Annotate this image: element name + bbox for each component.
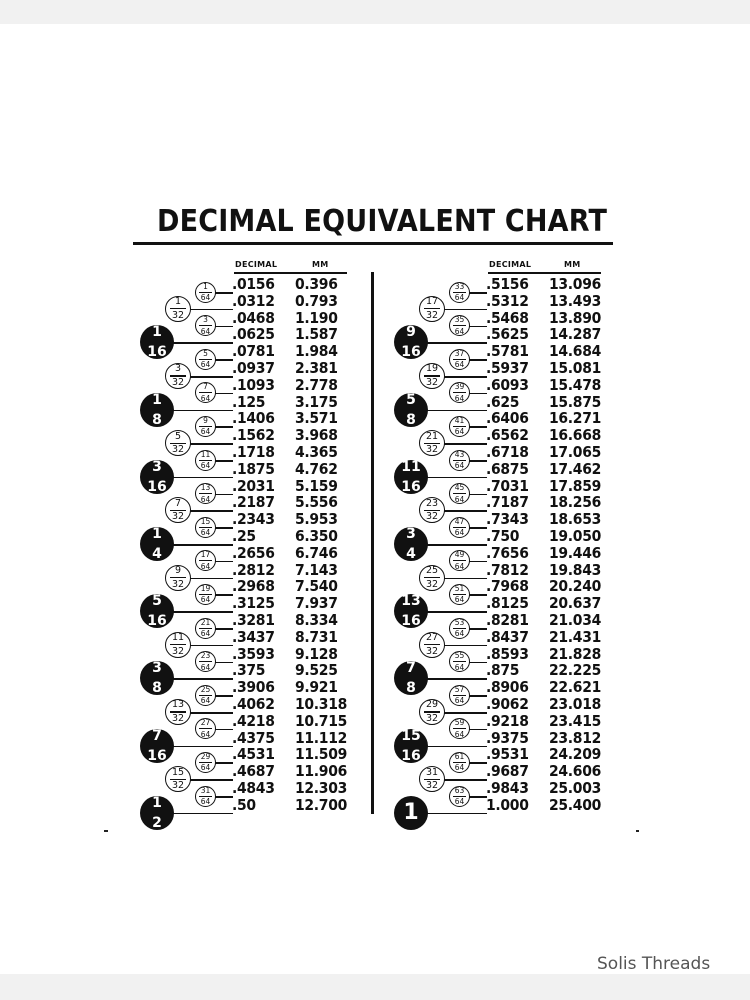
mm-value: 12.303 xyxy=(295,779,348,797)
decimal-value: .2968 xyxy=(232,577,275,596)
fraction-numerator: 3 xyxy=(152,458,162,475)
fraction-denominator: 32 xyxy=(425,511,439,523)
decimal-value: .125 xyxy=(232,392,266,411)
fraction-numerator: 3 xyxy=(406,526,416,542)
fraction-bar xyxy=(399,745,423,747)
decimal-value: .9531 xyxy=(486,745,529,764)
table-row xyxy=(137,794,377,831)
decimal-value: .4843 xyxy=(232,779,275,797)
fraction-numerator: 7 xyxy=(174,497,182,509)
fraction-denominator: 2 xyxy=(152,814,162,831)
decimal-value: .3437 xyxy=(232,627,275,646)
fraction-numerator: 29 xyxy=(425,699,439,711)
fraction-numerator: 61 xyxy=(454,751,465,761)
fraction-denominator: 64 xyxy=(454,561,465,571)
fraction-denominator: 8 xyxy=(406,411,416,428)
decimal-value: .0625 xyxy=(232,325,275,344)
mm-value: 21.431 xyxy=(549,627,602,646)
decimal-value: .5625 xyxy=(486,325,529,344)
fraction-bar xyxy=(424,577,441,578)
fraction-denominator: 64 xyxy=(200,662,211,672)
fraction-denominator: 64 xyxy=(454,326,465,336)
fraction-denominator: 32 xyxy=(425,578,439,590)
fraction-numerator: 9 xyxy=(203,415,208,425)
decimal-value: .2187 xyxy=(232,493,275,512)
fraction-denominator: 64 xyxy=(200,696,211,706)
decimal-value: .2343 xyxy=(232,510,275,529)
decimal-value: .3593 xyxy=(232,644,275,663)
fraction-denominator: 32 xyxy=(425,645,439,657)
mm-value: 18.256 xyxy=(549,493,602,512)
mm-value: 14.684 xyxy=(549,342,602,361)
fraction-denominator: 4 xyxy=(406,546,416,562)
fraction-bar xyxy=(145,812,169,814)
fraction-denominator: 64 xyxy=(454,360,465,370)
mm-value: 5.556 xyxy=(295,493,338,512)
fraction-denominator: 64 xyxy=(454,729,465,739)
mm-value: 15.081 xyxy=(549,359,602,377)
fraction-denominator: 32 xyxy=(171,309,185,321)
fraction-numerator: 25 xyxy=(425,565,439,576)
decimal-value: .1875 xyxy=(232,459,275,478)
mm-value: 2.381 xyxy=(295,359,338,377)
brand-watermark: Solis Threads xyxy=(597,954,711,974)
fraction-numerator: 7 xyxy=(406,660,416,677)
fraction-numerator: 5 xyxy=(406,391,416,408)
decimal-value: .8281 xyxy=(486,611,529,629)
decimal-value: .875 xyxy=(486,661,520,680)
mm-value: 13.493 xyxy=(549,291,602,310)
fraction-denominator: 64 xyxy=(200,763,211,773)
mm-value: 6.746 xyxy=(295,543,338,562)
mm-value: 7.540 xyxy=(295,577,338,596)
mm-value: 16.271 xyxy=(549,409,602,428)
mm-value: 21.828 xyxy=(549,644,602,663)
decimal-value: .9062 xyxy=(486,695,529,713)
mm-value: 17.065 xyxy=(549,443,602,461)
mm-value: 17.462 xyxy=(549,459,602,478)
fraction-denominator: 8 xyxy=(406,680,416,697)
fraction-denominator: 16 xyxy=(147,613,167,630)
fraction-denominator: 32 xyxy=(171,645,185,657)
mm-value: 2.778 xyxy=(295,375,338,394)
decimal-value: .9687 xyxy=(486,762,529,781)
fraction-denominator: 32 xyxy=(171,780,185,792)
mm-value: 22.225 xyxy=(549,661,602,680)
decimal-value: .9843 xyxy=(486,779,529,797)
fraction-numerator: 25 xyxy=(200,684,211,694)
fraction-badge xyxy=(140,796,174,830)
decimal-value: .4375 xyxy=(232,728,275,747)
fraction-bar xyxy=(453,325,466,326)
mm-value: 25.003 xyxy=(549,779,602,797)
decimal-header: DECIMAL xyxy=(489,260,532,269)
fraction-numerator: 49 xyxy=(454,550,465,560)
fraction-bar xyxy=(399,610,423,612)
decimal-value: .8437 xyxy=(486,627,529,646)
mm-value: 11.906 xyxy=(295,762,348,781)
leader-line xyxy=(426,813,487,815)
decimal-value: .1718 xyxy=(232,443,275,461)
fraction-denominator: 64 xyxy=(200,561,211,571)
decimal-value: .625 xyxy=(486,392,520,411)
fraction-bar xyxy=(399,543,423,545)
mm-value: 11.112 xyxy=(295,728,348,747)
print-mark xyxy=(636,830,639,832)
fraction-bar xyxy=(145,476,169,478)
decimal-value: .2031 xyxy=(232,476,275,495)
mm-header: MM xyxy=(312,260,329,269)
fraction-numerator: 5 xyxy=(203,348,208,358)
decimal-value: .750 xyxy=(486,527,520,545)
table-row xyxy=(391,795,631,826)
mm-header: MM xyxy=(564,260,581,269)
fraction-bar xyxy=(399,409,423,411)
fraction-numerator: 11 xyxy=(401,458,421,475)
fraction-denominator: 64 xyxy=(454,696,465,706)
fraction-denominator: 64 xyxy=(454,797,465,806)
fraction-bar xyxy=(399,677,423,679)
mm-value: 6.350 xyxy=(295,527,338,545)
mm-value: 9.128 xyxy=(295,644,338,663)
fraction-denominator: 16 xyxy=(401,613,421,630)
mm-value: 8.731 xyxy=(295,627,338,646)
fraction-numerator: 39 xyxy=(454,382,465,392)
fraction-bar xyxy=(453,493,466,494)
fraction-numerator: 27 xyxy=(200,718,211,728)
mm-value: 20.240 xyxy=(549,577,602,596)
fraction-bar xyxy=(145,745,169,747)
title-underline xyxy=(133,242,613,245)
mm-value: 10.318 xyxy=(295,695,348,713)
mm-value: 1.190 xyxy=(295,308,338,327)
decimal-value: .4531 xyxy=(232,745,275,764)
mm-value: 8.334 xyxy=(295,611,338,629)
leader-line xyxy=(172,813,233,815)
fraction-denominator: 32 xyxy=(425,780,439,792)
fraction-bar xyxy=(145,543,169,545)
mm-value: 9.525 xyxy=(295,661,338,680)
fraction-denominator: 32 xyxy=(171,444,185,456)
fraction-numerator: 21 xyxy=(200,617,211,627)
fraction-bar xyxy=(453,661,466,662)
mm-value: 13.890 xyxy=(549,308,602,327)
fraction-numerator: 63 xyxy=(454,785,465,795)
fraction-denominator: 64 xyxy=(200,629,211,638)
fraction-denominator: 4 xyxy=(152,546,162,562)
decimal-value: .6718 xyxy=(486,443,529,461)
mm-value: 14.287 xyxy=(549,325,602,344)
fraction-numerator: 23 xyxy=(200,651,211,661)
decimal-value: .8593 xyxy=(486,644,529,663)
mm-value: 0.396 xyxy=(295,275,338,293)
fraction-numerator: 45 xyxy=(454,483,465,493)
fraction-numerator: 59 xyxy=(454,718,465,728)
fraction-numerator: 31 xyxy=(425,766,439,778)
decimal-value: .5156 xyxy=(486,275,529,293)
fraction-numerator: 33 xyxy=(454,281,465,291)
fraction-denominator: 16 xyxy=(401,478,421,495)
fraction-denominator: 64 xyxy=(200,729,211,739)
mm-value: 7.937 xyxy=(295,594,338,613)
chart-page xyxy=(0,24,750,974)
decimal-value: .4218 xyxy=(232,711,275,730)
decimal-value: .4687 xyxy=(232,762,275,781)
fraction-denominator: 64 xyxy=(454,461,465,470)
fraction-denominator: 32 xyxy=(171,377,185,389)
decimal-value: .0937 xyxy=(232,359,275,377)
fraction-denominator: 64 xyxy=(200,293,211,302)
fraction-denominator: 32 xyxy=(425,377,439,389)
fraction-bar xyxy=(145,409,169,411)
mm-value: 19.446 xyxy=(549,543,602,562)
mm-value: 11.509 xyxy=(295,745,348,764)
mm-value: 17.859 xyxy=(549,476,602,495)
decimal-value: .6093 xyxy=(486,375,529,394)
decimal-value: .0781 xyxy=(232,342,275,361)
fraction-numerator: 53 xyxy=(454,617,465,627)
decimal-value: .5937 xyxy=(486,359,529,377)
fraction-denominator: 64 xyxy=(454,629,465,638)
decimal-value: .8125 xyxy=(486,594,529,613)
fraction-numerator: 21 xyxy=(425,430,439,442)
fraction-numerator: 17 xyxy=(200,550,211,560)
fraction-denominator: 32 xyxy=(171,511,185,523)
fraction-denominator: 64 xyxy=(200,494,211,504)
mm-value: 21.034 xyxy=(549,611,602,629)
decimal-value: 1.000 xyxy=(486,795,529,814)
decimal-value: .7656 xyxy=(486,543,529,562)
mm-value: 10.715 xyxy=(295,711,348,730)
mm-value: 7.143 xyxy=(295,560,338,579)
fraction-denominator: 16 xyxy=(401,747,421,764)
mm-value: 23.812 xyxy=(549,728,602,747)
decimal-value: .3906 xyxy=(232,678,275,697)
decimal-value: .7812 xyxy=(486,560,529,579)
fraction-numerator: 13 xyxy=(401,593,421,610)
decimal-value: .6875 xyxy=(486,459,529,478)
fraction-denominator: 64 xyxy=(200,360,211,370)
fraction-denominator: 8 xyxy=(152,680,162,697)
fraction-numerator: 41 xyxy=(454,415,465,425)
decimal-value: .50 xyxy=(232,795,256,814)
whole-number: 1 xyxy=(403,800,419,826)
fraction-numerator: 23 xyxy=(425,497,439,509)
fraction-numerator: 29 xyxy=(200,751,211,761)
fraction-bar xyxy=(399,341,423,343)
decimal-value: .5312 xyxy=(486,291,529,310)
fraction-denominator: 64 xyxy=(200,528,211,538)
fraction-bar xyxy=(199,325,212,326)
mm-value: 13.096 xyxy=(549,275,602,293)
decimal-value: .2812 xyxy=(232,560,275,579)
fraction-numerator: 17 xyxy=(425,296,439,308)
fraction-numerator: 57 xyxy=(454,684,465,694)
decimal-value: .4062 xyxy=(232,695,275,713)
mm-value: 23.415 xyxy=(549,711,602,730)
fraction-numerator: 3 xyxy=(174,363,182,375)
decimal-value: .7968 xyxy=(486,577,529,596)
decimal-value: .6406 xyxy=(486,409,529,428)
mm-value: 16.668 xyxy=(549,426,602,445)
fraction-denominator: 64 xyxy=(454,528,465,538)
decimal-value: .7031 xyxy=(486,476,529,495)
fraction-bar xyxy=(199,661,212,662)
fraction-numerator: 15 xyxy=(171,766,185,778)
decimal-value: .6562 xyxy=(486,426,529,445)
fraction-numerator: 55 xyxy=(454,651,465,661)
fraction-denominator: 32 xyxy=(425,309,439,321)
fraction-denominator: 64 xyxy=(454,393,465,403)
header-underline xyxy=(488,272,601,274)
fraction-bar xyxy=(199,493,212,494)
decimal-value: .0468 xyxy=(232,308,275,327)
left-table xyxy=(137,260,377,831)
header-underline xyxy=(234,272,347,274)
fraction-denominator: 64 xyxy=(454,494,465,504)
fraction-bar xyxy=(145,677,169,679)
fraction-numerator: 11 xyxy=(200,449,211,459)
fraction-numerator: 35 xyxy=(454,315,465,325)
decimal-value: .1562 xyxy=(232,426,275,445)
fraction-denominator: 16 xyxy=(401,344,421,361)
mm-value: 15.478 xyxy=(549,375,602,394)
decimal-value: .2656 xyxy=(232,543,275,562)
decimal-value: .7187 xyxy=(486,493,529,512)
fraction-bar xyxy=(399,476,423,478)
mm-value: 4.762 xyxy=(295,459,338,478)
fraction-denominator: 64 xyxy=(454,293,465,302)
fraction-numerator: 19 xyxy=(200,583,211,593)
fraction-numerator: 1 xyxy=(203,281,208,291)
fraction-numerator: 19 xyxy=(425,363,439,375)
fraction-denominator: 16 xyxy=(147,344,167,361)
decimal-header: DECIMAL xyxy=(235,260,278,269)
mm-value: 1.587 xyxy=(295,325,338,344)
fraction-numerator: 13 xyxy=(200,483,211,493)
decimal-value: .0156 xyxy=(232,275,275,293)
fraction-bar xyxy=(170,577,187,578)
decimal-value: .1093 xyxy=(232,375,275,394)
fraction-bar xyxy=(145,610,169,612)
fraction-denominator: 64 xyxy=(454,595,465,605)
fraction-numerator: 1 xyxy=(152,391,162,408)
decimal-value: .1406 xyxy=(232,409,275,428)
fraction-numerator: 47 xyxy=(454,516,465,526)
print-mark xyxy=(104,830,108,832)
mm-value: 24.209 xyxy=(549,745,602,764)
decimal-value: .0312 xyxy=(232,291,275,310)
mm-value: 9.921 xyxy=(295,678,338,697)
fraction-numerator: 15 xyxy=(401,727,421,744)
mm-value: 22.621 xyxy=(549,678,602,697)
fraction-numerator: 37 xyxy=(454,348,465,358)
fraction-denominator: 64 xyxy=(200,595,211,605)
decimal-value: .3281 xyxy=(232,611,275,629)
mm-value: 5.159 xyxy=(295,476,338,495)
decimal-value: .7343 xyxy=(486,510,529,529)
decimal-value: .5468 xyxy=(486,308,529,327)
fraction-denominator: 32 xyxy=(425,713,439,725)
fraction-numerator: 1 xyxy=(152,794,162,811)
decimal-value: .9218 xyxy=(486,711,529,730)
fraction-numerator: 43 xyxy=(454,449,465,459)
fraction-denominator: 64 xyxy=(200,326,211,336)
fraction-numerator: 15 xyxy=(200,516,211,526)
fraction-numerator: 7 xyxy=(152,727,162,744)
fraction-numerator: 3 xyxy=(203,315,208,325)
fraction-denominator: 16 xyxy=(147,747,167,764)
mm-value: 4.365 xyxy=(295,443,338,461)
fraction-numerator: 9 xyxy=(174,565,182,576)
mm-value: 18.653 xyxy=(549,510,602,529)
fraction-numerator: 27 xyxy=(425,632,439,644)
fraction-denominator: 32 xyxy=(171,713,185,725)
mm-value: 0.793 xyxy=(295,291,338,310)
fraction-denominator: 16 xyxy=(147,478,167,495)
decimal-value: .9375 xyxy=(486,728,529,747)
mm-value: 3.571 xyxy=(295,409,338,428)
fraction-bar xyxy=(145,341,169,343)
fraction-numerator: 1 xyxy=(152,526,162,542)
mm-value: 20.637 xyxy=(549,594,602,613)
fraction-numerator: 51 xyxy=(454,583,465,593)
fraction-denominator: 32 xyxy=(171,578,185,590)
fraction-numerator: 9 xyxy=(406,324,416,341)
mm-value: 5.953 xyxy=(295,510,338,529)
mm-value: 25.400 xyxy=(549,795,602,814)
fraction-numerator: 5 xyxy=(152,593,162,610)
mm-value: 3.175 xyxy=(295,392,338,411)
fraction-numerator: 7 xyxy=(203,382,208,392)
fraction-numerator: 1 xyxy=(174,296,182,308)
fraction-numerator: 11 xyxy=(171,632,185,644)
page-title: DECIMAL EQUIVALENT CHART xyxy=(157,204,608,239)
fraction-numerator: 5 xyxy=(174,430,182,442)
fraction-denominator: 64 xyxy=(454,427,465,437)
mm-value: 23.018 xyxy=(549,695,602,713)
whole-number-badge xyxy=(394,796,428,830)
fraction-denominator: 64 xyxy=(200,427,211,437)
fraction-denominator: 64 xyxy=(454,763,465,773)
fraction-numerator: 1 xyxy=(152,324,162,341)
decimal-value: .5781 xyxy=(486,342,529,361)
mm-value: 1.984 xyxy=(295,342,338,361)
mm-value: 3.968 xyxy=(295,426,338,445)
fraction-denominator: 64 xyxy=(200,393,211,403)
fraction-denominator: 8 xyxy=(152,411,162,428)
right-table xyxy=(391,260,631,826)
decimal-value: .8906 xyxy=(486,678,529,697)
mm-value: 24.606 xyxy=(549,762,602,781)
fraction-denominator: 32 xyxy=(425,444,439,456)
mm-value: 12.700 xyxy=(295,795,348,814)
fraction-denominator: 64 xyxy=(200,797,211,806)
mm-value: 19.843 xyxy=(549,560,602,579)
mm-value: 15.875 xyxy=(549,392,602,411)
fraction-numerator: 3 xyxy=(152,660,162,677)
fraction-denominator: 64 xyxy=(454,662,465,672)
decimal-value: .3125 xyxy=(232,594,275,613)
decimal-value: .25 xyxy=(232,527,256,545)
fraction-numerator: 31 xyxy=(200,785,211,795)
mm-value: 19.050 xyxy=(549,527,602,545)
fraction-numerator: 13 xyxy=(171,699,185,711)
decimal-value: .375 xyxy=(232,661,266,680)
fraction-denominator: 64 xyxy=(200,461,211,470)
